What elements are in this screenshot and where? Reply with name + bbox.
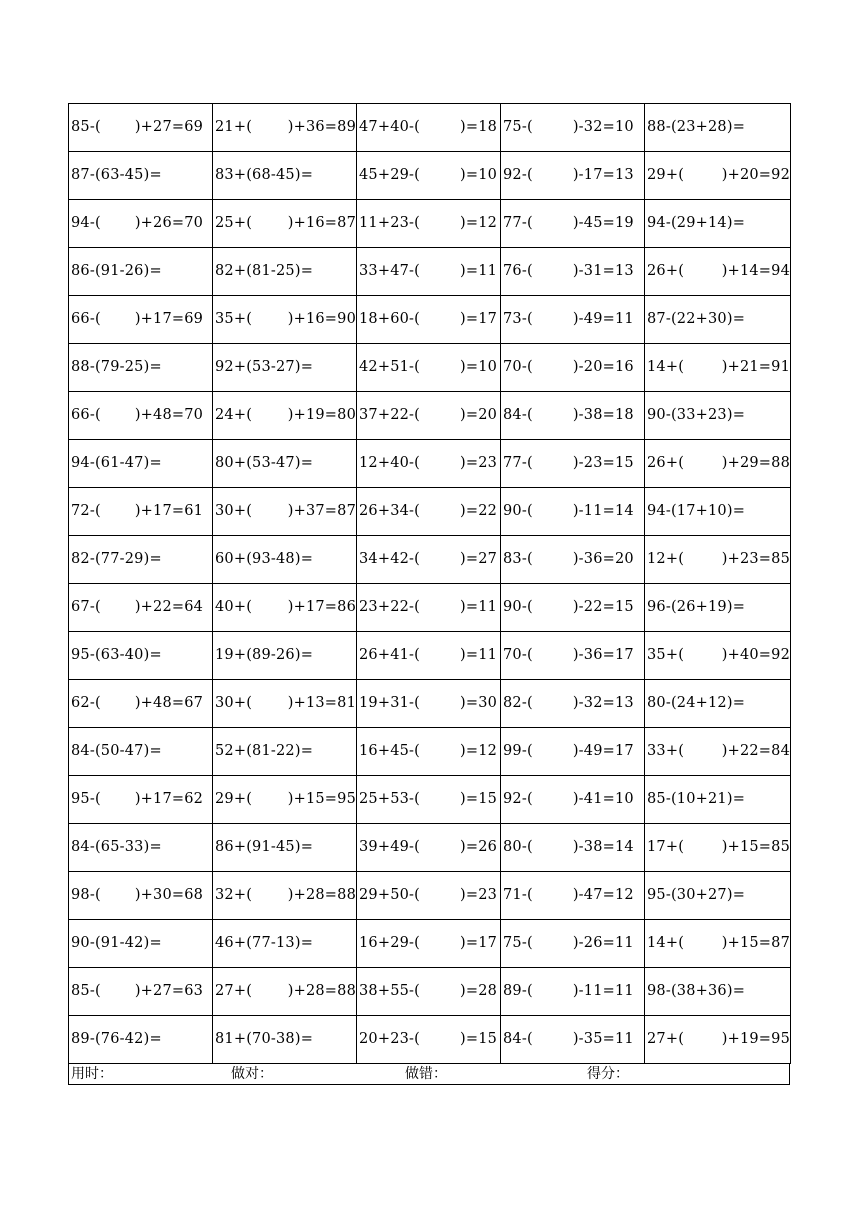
table-row [69,104,791,152]
problem-cell [501,632,645,680]
problem-text: 26+( )+14=94 [647,263,790,279]
problem-cell [357,440,501,488]
problem-cell [213,632,357,680]
problem-text: 30+( )+37=87 [215,503,356,519]
problem-text: 95-(63-40)= [71,647,162,663]
problem-cell [213,824,357,872]
problem-text: 12+40-( )=23 [359,455,498,471]
problem-cell [645,1016,791,1064]
problem-text: 16+45-( )=12 [359,743,498,759]
problem-cell [213,584,357,632]
problem-text: 94-(17+10)= [647,503,746,519]
problem-cell [69,296,213,344]
problem-text: 25+( )+16=87 [215,215,356,231]
problem-cell [69,200,213,248]
problem-cell [69,776,213,824]
problem-cell [357,824,501,872]
problem-cell [357,296,501,344]
problem-text: 90-(91-42)= [71,935,162,951]
problem-cell [501,296,645,344]
problem-cell [69,104,213,152]
problem-cell [501,440,645,488]
problem-cell [501,728,645,776]
problem-text: 85-( )+27=63 [71,983,204,999]
problem-text: 94-( )+26=70 [71,215,204,231]
problem-cell [501,200,645,248]
problem-cell [645,872,791,920]
problem-text: 85-(10+21)= [647,791,746,807]
problem-text: 80-( )-38=14 [503,839,634,855]
problem-text: 92-( )-41=10 [503,791,634,807]
problem-cell [645,440,791,488]
correct-count-label: 做对： [231,1066,273,1082]
problem-cell [69,440,213,488]
problem-cell [357,200,501,248]
problem-text: 86+(91-45)= [215,839,314,855]
problem-cell [357,1016,501,1064]
problem-text: 21+( )+36=89 [215,119,356,135]
problem-cell [501,488,645,536]
problem-text: 23+22-( )=11 [359,599,498,615]
problem-cell [213,920,357,968]
problem-cell [213,728,357,776]
problem-cell [357,968,501,1016]
problem-text: 35+( )+40=92 [647,647,790,663]
problem-cell [213,152,357,200]
problem-cell [69,584,213,632]
problem-cell [501,152,645,200]
table-row [69,824,791,872]
score-label: 得分： [587,1066,629,1082]
problem-cell [501,392,645,440]
problem-cell [645,920,791,968]
problem-cell [501,344,645,392]
problem-text: 87-(63-45)= [71,167,162,183]
problem-text: 60+(93-48)= [215,551,314,567]
problem-cell [213,344,357,392]
problem-text: 26+( )+29=88 [647,455,790,471]
problem-text: 45+29-( )=10 [359,167,498,183]
table-row [69,296,791,344]
problem-cell [69,824,213,872]
problem-cell [213,968,357,1016]
problem-text: 17+( )+15=85 [647,839,790,855]
problem-text: 75-( )-26=11 [503,935,634,951]
problem-cell [357,104,501,152]
problem-text: 47+40-( )=18 [359,119,498,135]
problem-cell [69,632,213,680]
problem-text: 98-(38+36)= [647,983,746,999]
problem-text: 90-(33+23)= [647,407,746,423]
problem-text: 66-( )+17=69 [71,311,204,327]
table-row [69,152,791,200]
problem-cell [69,392,213,440]
problem-cell [645,344,791,392]
problem-text: 86-(91-26)= [71,263,162,279]
problem-cell [501,1016,645,1064]
problem-cell [69,488,213,536]
table-row [69,344,791,392]
problem-text: 72-( )+17=61 [71,503,204,519]
problem-cell [645,824,791,872]
problem-cell [357,728,501,776]
problem-cell [69,1016,213,1064]
problem-cell [501,680,645,728]
problem-cell [213,872,357,920]
problem-text: 33+( )+22=84 [647,743,790,759]
problem-cell [501,776,645,824]
problem-text: 98-( )+30=68 [71,887,204,903]
problem-text: 96-(26+19)= [647,599,746,615]
problem-cell [501,536,645,584]
problem-text: 88-(23+28)= [647,119,746,135]
problem-text: 66-( )+48=70 [71,407,204,423]
problem-text: 94-(29+14)= [647,215,746,231]
time-used-label: 用时： [71,1066,113,1082]
problem-cell [69,248,213,296]
table-row [69,776,791,824]
problem-cell [69,344,213,392]
wrong-count-label: 做错： [405,1066,447,1082]
problem-text: 27+( )+19=95 [647,1031,790,1047]
problem-cell [69,968,213,1016]
problem-text: 84-( )-38=18 [503,407,634,423]
table-row [69,392,791,440]
problem-cell [213,248,357,296]
problem-cell [357,488,501,536]
problem-cell [645,632,791,680]
problem-text: 82+(81-25)= [215,263,314,279]
problem-text: 29+( )+20=92 [647,167,790,183]
problem-text: 29+( )+15=95 [215,791,356,807]
problem-text: 75-( )-32=10 [503,119,634,135]
problem-text: 89-(76-42)= [71,1031,162,1047]
problem-cell [357,584,501,632]
problem-text: 77-( )-45=19 [503,215,634,231]
problem-cell [213,536,357,584]
problem-cell [213,680,357,728]
problem-cell [69,680,213,728]
problem-text: 95-(30+27)= [647,887,746,903]
table-row [69,200,791,248]
problem-text: 19+(89-26)= [215,647,314,663]
problem-text: 40+( )+17=86 [215,599,356,615]
problem-text: 83+(68-45)= [215,167,314,183]
problem-text: 84-(50-47)= [71,743,162,759]
problem-text: 11+23-( )=12 [359,215,498,231]
problem-text: 89-( )-11=11 [503,983,634,999]
problem-text: 82-(77-29)= [71,551,162,567]
problem-text: 37+22-( )=20 [359,407,498,423]
problem-text: 14+( )+15=87 [647,935,790,951]
table-row [69,632,791,680]
problem-cell [69,920,213,968]
problem-text: 39+49-( )=26 [359,839,498,855]
problem-cell [645,584,791,632]
problem-text: 84-(65-33)= [71,839,162,855]
problem-cell [645,680,791,728]
table-row [69,872,791,920]
problem-cell [213,776,357,824]
problem-text: 83-( )-36=20 [503,551,634,567]
problem-grid [68,103,791,1064]
table-row [69,248,791,296]
table-row [69,1016,791,1064]
problem-cell [69,152,213,200]
problem-text: 34+42-( )=27 [359,551,498,567]
problem-cell [357,536,501,584]
problem-text: 33+47-( )=11 [359,263,498,279]
problem-cell [501,104,645,152]
problem-text: 27+( )+28=88 [215,983,356,999]
problem-text: 26+34-( )=22 [359,503,498,519]
problem-text: 87-(22+30)= [647,311,746,327]
problem-cell [213,392,357,440]
problem-text: 90-( )-22=15 [503,599,634,615]
problem-cell [501,824,645,872]
problem-cell [213,200,357,248]
problem-cell [645,536,791,584]
problem-text: 71-( )-47=12 [503,887,634,903]
problem-cell [645,488,791,536]
problem-cell [501,920,645,968]
problem-text: 95-( )+17=62 [71,791,204,807]
problem-cell [645,392,791,440]
problem-text: 84-( )-35=11 [503,1031,634,1047]
problem-cell [213,104,357,152]
problem-text: 82-( )-32=13 [503,695,634,711]
problem-text: 35+( )+16=90 [215,311,356,327]
problem-text: 29+50-( )=23 [359,887,498,903]
problem-text: 16+29-( )=17 [359,935,498,951]
problem-grid-body [69,104,791,1064]
problem-text: 80-(24+12)= [647,695,746,711]
problem-cell [645,776,791,824]
table-row [69,920,791,968]
problem-text: 80+(53-47)= [215,455,314,471]
problem-text: 42+51-( )=10 [359,359,498,375]
problem-cell [213,440,357,488]
problem-cell [357,248,501,296]
score-footer [68,1064,790,1085]
problem-text: 88-(79-25)= [71,359,162,375]
problem-cell [69,728,213,776]
problem-text: 92+(53-27)= [215,359,314,375]
problem-text: 24+( )+19=80 [215,407,356,423]
problem-cell [501,584,645,632]
problem-text: 52+(81-22)= [215,743,314,759]
problem-cell [501,968,645,1016]
problem-cell [501,872,645,920]
problem-text: 76-( )-31=13 [503,263,634,279]
problem-text: 73-( )-49=11 [503,311,634,327]
problem-cell [213,488,357,536]
worksheet [68,103,790,1085]
table-row [69,440,791,488]
problem-cell [357,920,501,968]
problem-cell [645,248,791,296]
problem-cell [645,296,791,344]
problem-cell [357,392,501,440]
problem-text: 70-( )-36=17 [503,647,634,663]
problem-text: 25+53-( )=15 [359,791,498,807]
problem-text: 26+41-( )=11 [359,647,498,663]
problem-text: 30+( )+13=81 [215,695,356,711]
problem-text: 20+23-( )=15 [359,1031,498,1047]
problem-cell [501,248,645,296]
problem-text: 32+( )+28=88 [215,887,356,903]
problem-cell [213,296,357,344]
problem-cell [213,1016,357,1064]
problem-cell [645,104,791,152]
problem-cell [357,152,501,200]
problem-text: 46+(77-13)= [215,935,314,951]
table-row [69,968,791,1016]
problem-text: 94-(61-47)= [71,455,162,471]
problem-cell [645,152,791,200]
table-row [69,584,791,632]
problem-text: 85-( )+27=69 [71,119,204,135]
problem-cell [645,200,791,248]
problem-cell [357,344,501,392]
problem-cell [69,536,213,584]
problem-text: 62-( )+48=67 [71,695,204,711]
problem-cell [357,632,501,680]
problem-text: 90-( )-11=14 [503,503,634,519]
table-row [69,536,791,584]
problem-text: 14+( )+21=91 [647,359,790,375]
problem-cell [645,968,791,1016]
problem-cell [69,872,213,920]
problem-text: 38+55-( )=28 [359,983,498,999]
problem-text: 77-( )-23=15 [503,455,634,471]
problem-text: 81+(70-38)= [215,1031,314,1047]
problem-text: 67-( )+22=64 [71,599,204,615]
problem-text: 70-( )-20=16 [503,359,634,375]
problem-text: 12+( )+23=85 [647,551,790,567]
problem-cell [645,728,791,776]
problem-cell [357,680,501,728]
problem-cell [357,776,501,824]
table-row [69,680,791,728]
problem-text: 99-( )-49=17 [503,743,634,759]
problem-text: 19+31-( )=30 [359,695,498,711]
table-row [69,488,791,536]
problem-text: 92-( )-17=13 [503,167,634,183]
table-row [69,728,791,776]
problem-cell [357,872,501,920]
problem-text: 18+60-( )=17 [359,311,498,327]
